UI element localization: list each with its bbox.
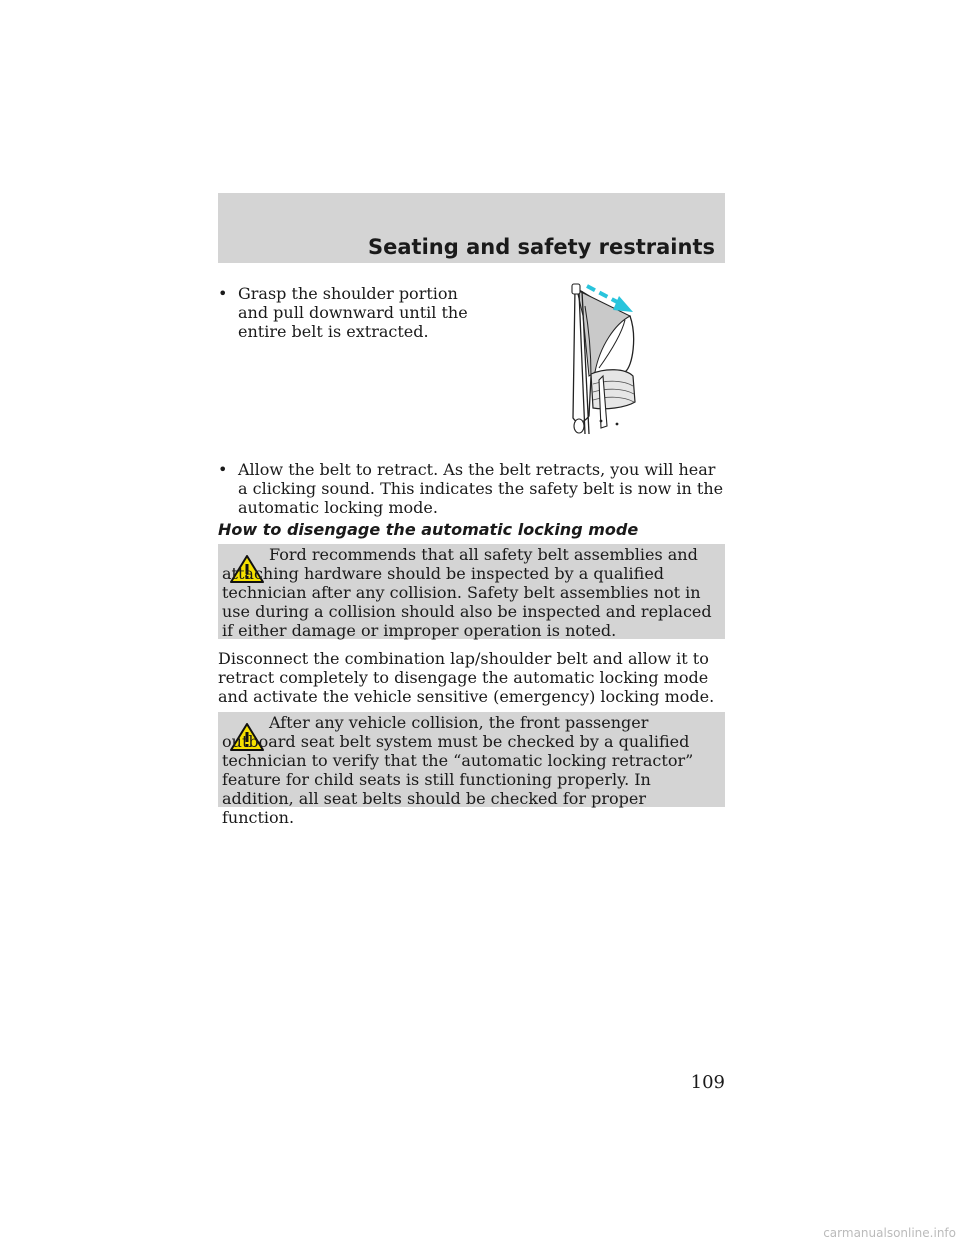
section-header: [218, 193, 725, 263]
bullet-text: Allow the belt to retract. As the belt retracts, you will hear a clicking sound. This indicates the safety belt is now in the automatic locking mode.: [238, 460, 724, 517]
bullet-marker: •: [218, 460, 228, 479]
warning-box: [218, 712, 725, 827]
seat-belt-pull-illustration: [555, 276, 645, 446]
bullet-marker: •: [218, 284, 228, 303]
section-title: Seating and safety restraints: [368, 235, 715, 259]
section-subheading: How to disengage the automatic locking mode: [218, 520, 639, 539]
watermark: carmanualsonline.info: [823, 1226, 956, 1240]
warning-text: After any vehicle collision, the front passenger outboard seat belt system must be checked by a qualified technician to verify that the “automatic locking retractor” feature for child seats is still functioning properly. In addition, all seat belts should be checked for proper function.: [222, 713, 694, 827]
page-number: 109: [690, 1072, 725, 1093]
warning-box: [218, 544, 725, 639]
bullet-text: Grasp the shoulder portion and pull downward until the entire belt is extracted.: [238, 284, 468, 341]
body-paragraph: Disconnect the combination lap/shoulder belt and allow it to retract completely to disengage the automatic locking mode and activate the vehicle sensitive (emergency) locking mode.: [218, 649, 715, 706]
warning-text: Ford recommends that all safety belt assemblies and attaching hardware should be inspected by a qualified technician after any collision. Safety belt assemblies not in use during a collision should also be inspected and replaced if either damage or improper operation is noted.: [222, 545, 712, 640]
